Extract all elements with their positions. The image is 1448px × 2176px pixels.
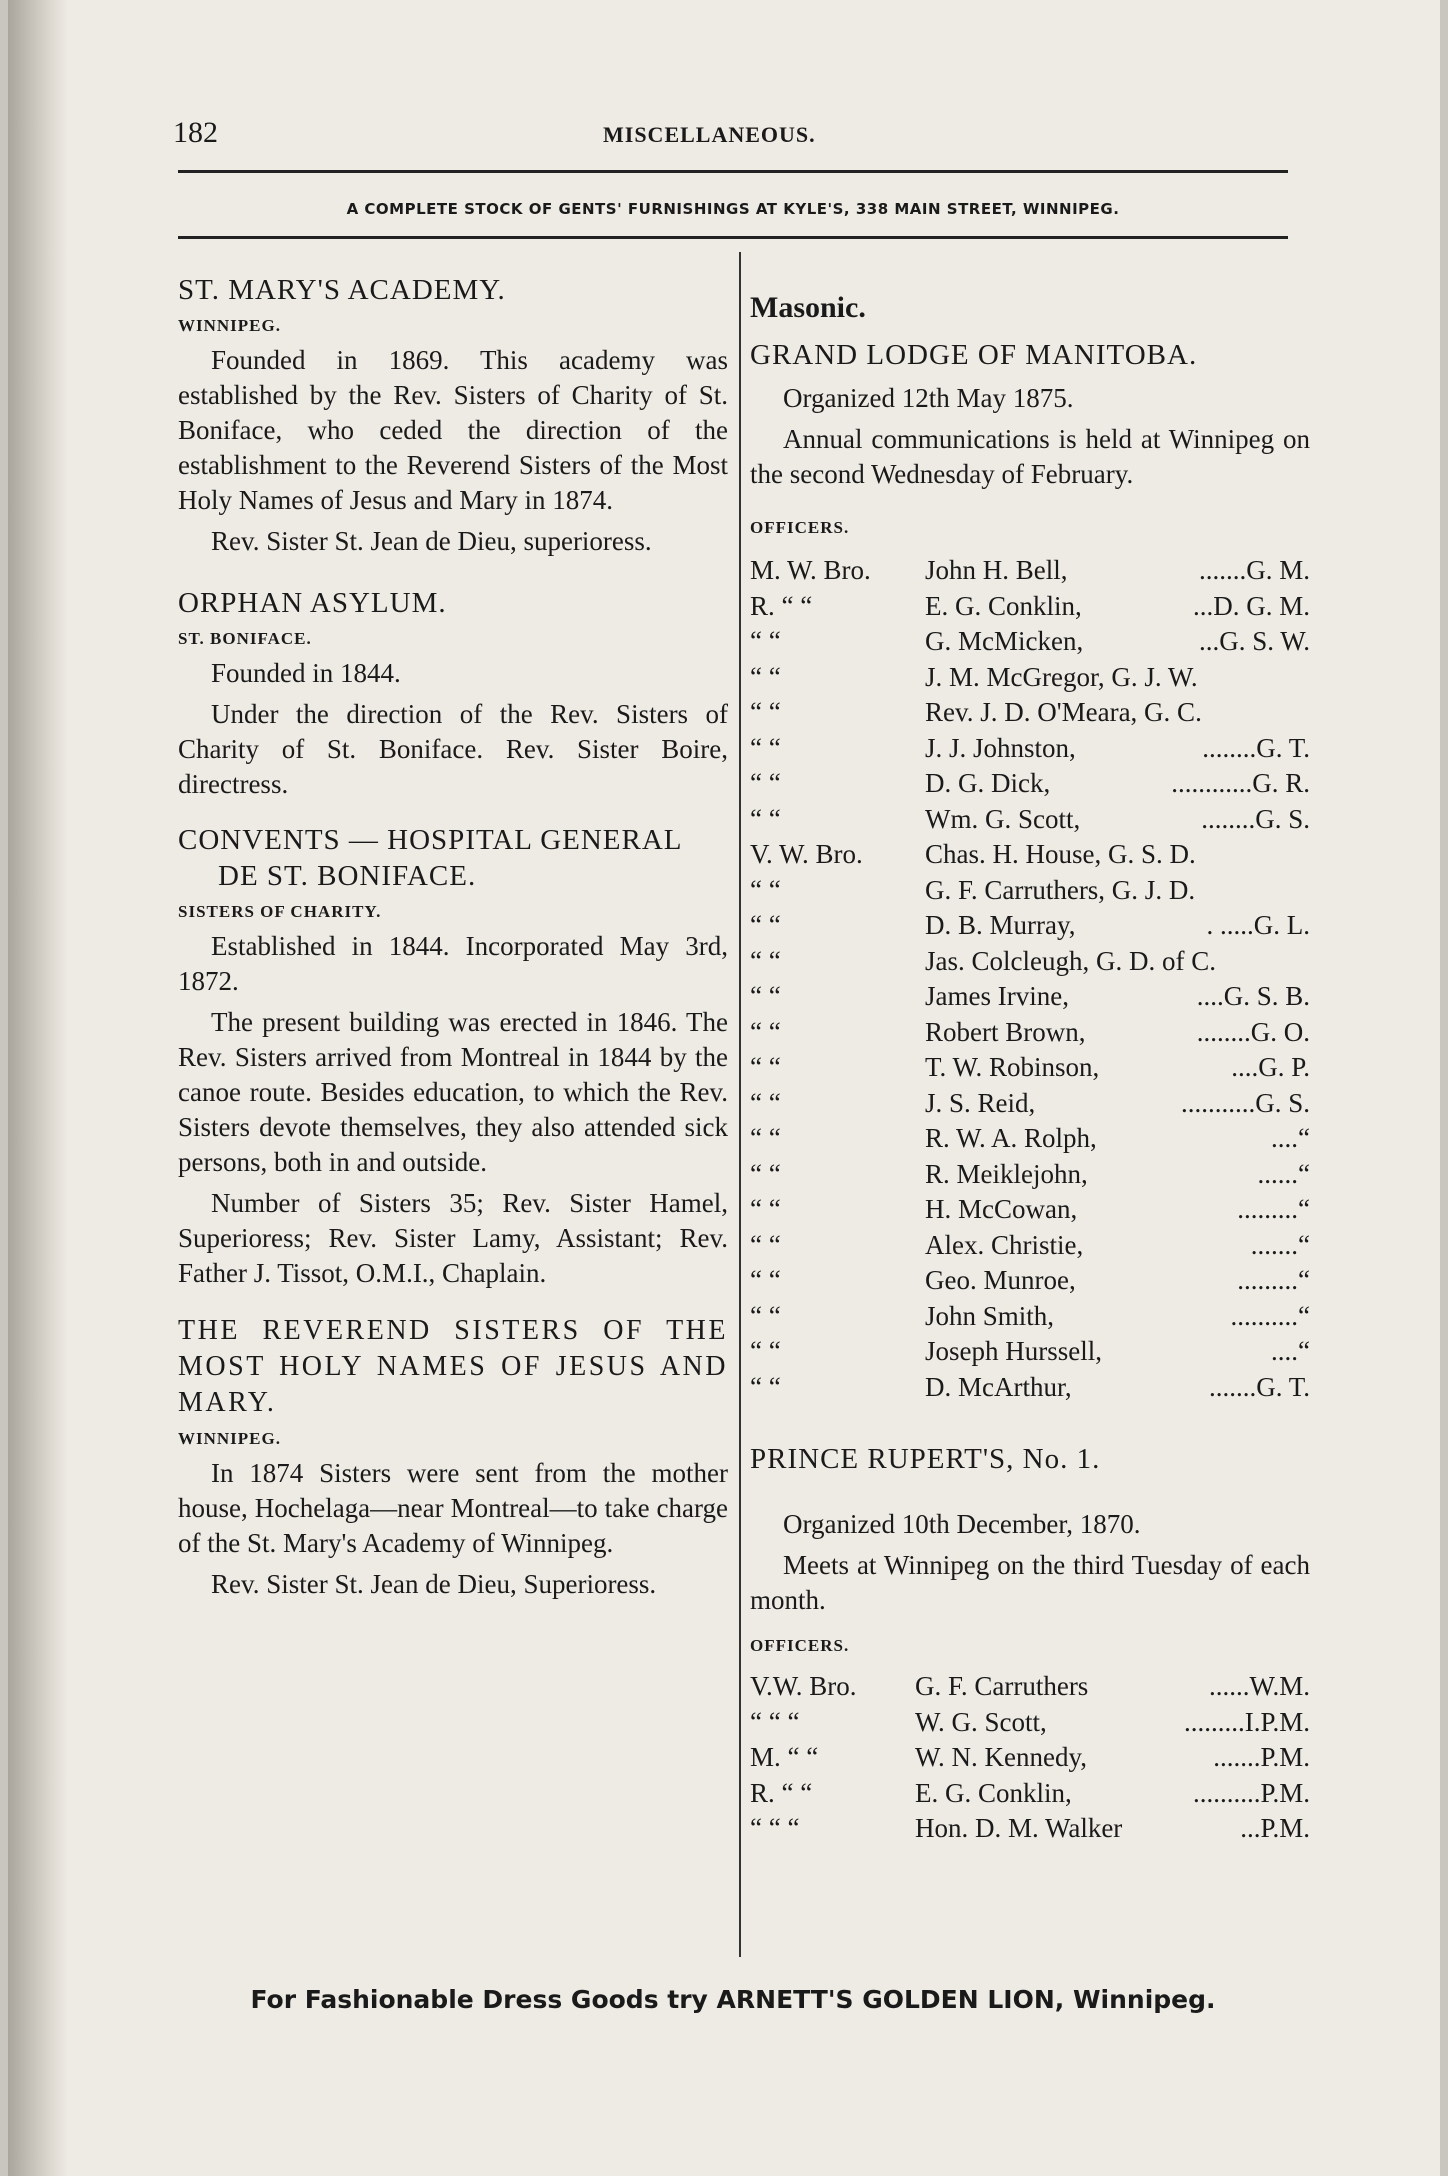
officer-title: “ “ xyxy=(750,1087,781,1118)
officer-name: Chas. H. House, G. S. D. xyxy=(925,839,1196,869)
officer-leader: . ..... xyxy=(1206,910,1254,940)
officer-name: John Smith, xyxy=(925,1300,1055,1331)
officer-name: E. G. Conklin, xyxy=(915,1777,1072,1808)
header-rule xyxy=(178,170,1288,173)
officer-name: Wm. G. Scott, xyxy=(925,803,1081,834)
officer-role: G. R. xyxy=(1252,768,1310,798)
officer-name: Jas. Colcleugh, G. D. of C. xyxy=(925,945,1216,976)
officer-title: “ “ xyxy=(750,1265,781,1295)
officer-name: John H. Bell, xyxy=(925,555,1068,585)
convents-place: SISTERS OF CHARITY. xyxy=(178,902,382,921)
officer-role: G. M. xyxy=(1246,555,1310,585)
officer-title: “ “ xyxy=(750,803,781,834)
officer-row xyxy=(750,1705,1310,1741)
officer-title: R. “ “ xyxy=(750,1777,813,1808)
officer-role: G. L. xyxy=(1253,910,1310,940)
officer-title: V.W. Bro. xyxy=(750,1671,857,1701)
officer-name: D. G. Dick, xyxy=(925,768,1051,798)
officer-row xyxy=(750,802,1310,838)
officer-row xyxy=(750,660,1310,696)
officer-row xyxy=(750,1776,1310,1812)
officer-name: Rev. J. D. O'Meara, G. C. xyxy=(925,697,1202,727)
convents-title: CONVENTS — HOSPITAL GENERAL DE ST. BONIFACE. xyxy=(178,824,682,892)
prince-ruperts-meets: Meets at Winnipeg on the third Tuesday of each month. xyxy=(750,1550,1310,1615)
officer-title: V. W. Bro. xyxy=(750,839,863,869)
section-title: MISCELLANEOUS. xyxy=(603,122,816,147)
officer-leader: .......... xyxy=(1192,1777,1261,1808)
officer-row xyxy=(750,1015,1310,1051)
officer-role: D. G. M. xyxy=(1213,590,1310,621)
officer-role: “ xyxy=(1298,1194,1310,1224)
officer-title: M. “ “ xyxy=(750,1742,819,1772)
reverend-superioress: Rev. Sister St. Jean de Dieu, Superioress. xyxy=(211,1569,657,1599)
running-header xyxy=(163,116,1288,156)
officer-name: D. B. Murray, xyxy=(925,910,1076,940)
officer-role: P.M. xyxy=(1260,1742,1310,1772)
officer-title: M. W. Bro. xyxy=(750,555,871,585)
officer-row xyxy=(750,1121,1310,1157)
officer-title: “ “ “ xyxy=(750,1813,800,1843)
orphan-place: ST. BONIFACE. xyxy=(178,629,312,648)
officer-role: G. S. B. xyxy=(1223,981,1310,1011)
officer-row xyxy=(750,695,1310,731)
officer-leader: .... xyxy=(1231,1052,1259,1082)
orphan-title: ORPHAN ASYLUM. xyxy=(178,587,447,619)
officer-role: G. S. xyxy=(1255,1087,1310,1118)
convents-building: The present building was erected in 1846. The Rev. Sisters arrived from Montreal in 1844 by the canoe route. Besides education, to which the Rev. Sisters devote themselves, they also attended sick persons, both in and outside. xyxy=(178,1007,728,1177)
officer-title: “ “ xyxy=(750,945,781,976)
officer-role: W.M. xyxy=(1249,1671,1310,1701)
officer-row xyxy=(750,1299,1310,1335)
orphan-founded: Founded in 1844. xyxy=(211,658,401,688)
officer-name: R. W. A. Rolph, xyxy=(925,1123,1097,1153)
officer-leader: .... xyxy=(1196,981,1224,1011)
officer-row xyxy=(750,1157,1310,1193)
officer-role: “ xyxy=(1298,1229,1310,1260)
officer-leader: ......... xyxy=(1237,1194,1299,1224)
officer-title: “ “ xyxy=(750,1016,781,1047)
officer-leader: ....... xyxy=(1209,1371,1257,1402)
officer-role: “ xyxy=(1298,1158,1310,1189)
officer-row xyxy=(750,731,1310,767)
officer-name: J. M. McGregor, G. J. W. xyxy=(925,661,1198,692)
officer-name: Alex. Christie, xyxy=(925,1229,1084,1260)
officer-leader: ........ xyxy=(1196,1016,1251,1047)
grand-lodge-officers-list xyxy=(750,553,1310,1405)
officer-name: W. G. Scott, xyxy=(915,1706,1047,1737)
reverend-title: THE REVEREND SISTERS OF THE MOST HOLY NAMES OF JESUS AND MARY. xyxy=(178,1315,728,1418)
page xyxy=(8,0,1440,2176)
officer-title: “ “ xyxy=(750,1300,781,1331)
officer-name: Robert Brown, xyxy=(925,1016,1086,1047)
officer-leader: ....... xyxy=(1198,555,1247,585)
officer-name: J. S. Reid, xyxy=(925,1087,1036,1118)
grand-lodge-organized: Organized 12th May 1875. xyxy=(783,383,1074,413)
officer-title: “ “ xyxy=(750,1194,781,1224)
officer-name: G. F. Carruthers xyxy=(915,1671,1089,1701)
officer-role: “ xyxy=(1298,1300,1310,1331)
convents-established: Established in 1844. Incorporated May 3rd, 1872. xyxy=(178,931,728,996)
officer-leader: .... xyxy=(1271,1336,1299,1366)
officer-name: T. W. Robinson, xyxy=(925,1052,1100,1082)
convents-sisters: Number of Sisters 35; Rev. Sister Hamel, Superioress; Rev. Sister Lamy, Assistant; Rev. Father J. Tissot, O.M.I., Chaplain. xyxy=(178,1188,728,1288)
officer-leader: ............ xyxy=(1171,768,1253,798)
officer-role: G. S. W. xyxy=(1219,626,1310,656)
officer-row xyxy=(750,908,1310,944)
officer-title: “ “ “ xyxy=(750,1706,800,1737)
page-edge-shadow xyxy=(8,0,68,2176)
officer-role: G. T. xyxy=(1256,1371,1310,1402)
officer-name: W. N. Kennedy, xyxy=(915,1742,1087,1772)
right-column xyxy=(750,290,1310,1847)
reverend-paragraph: In 1874 Sisters were sent from the mother house, Hochelaga—near Montreal—to take charge of the St. Mary's Academy of Winnipeg. xyxy=(178,1458,728,1558)
orphan-direction: Under the direction of the Rev. Sisters of Charity of St. Boniface. Rev. Sister Boire, directress. xyxy=(178,699,728,799)
officer-row xyxy=(750,979,1310,1015)
officer-leader: ......... xyxy=(1183,1706,1245,1737)
officer-title: “ “ xyxy=(750,1336,781,1366)
officer-title: “ “ xyxy=(750,1371,781,1402)
officer-name: D. McArthur, xyxy=(925,1371,1072,1402)
reverend-place: WINNIPEG. xyxy=(178,1429,281,1448)
officer-leader: ........... xyxy=(1180,1087,1256,1118)
officer-name: J. J. Johnston, xyxy=(925,732,1076,763)
column-divider xyxy=(739,252,741,1957)
officer-role: G. S. xyxy=(1255,803,1310,834)
officer-role: “ xyxy=(1298,1123,1310,1153)
masonic-heading: Masonic. xyxy=(750,291,866,324)
officer-title: “ “ xyxy=(750,1052,781,1082)
officer-row xyxy=(750,1263,1310,1299)
officer-title: “ “ xyxy=(750,1229,781,1260)
officer-name: Hon. D. M. Walker xyxy=(915,1813,1123,1843)
officer-row xyxy=(750,944,1310,980)
page-number: 182 xyxy=(173,116,218,149)
prince-ruperts-organized: Organized 10th December, 1870. xyxy=(783,1509,1141,1539)
officer-role: P.M. xyxy=(1260,1777,1310,1808)
officer-title: “ “ xyxy=(750,1123,781,1153)
footer-advertisement: For Fashionable Dress Goods try ARNETT'S GOLDEN LION, Winnipeg. xyxy=(250,1985,1216,2014)
prince-ruperts-officers-list xyxy=(750,1669,1310,1847)
officer-name: G. F. Carruthers, G. J. D. xyxy=(925,874,1196,905)
officer-leader: ......... xyxy=(1237,1265,1299,1295)
officer-title: “ “ xyxy=(750,732,781,763)
officer-leader: ....... xyxy=(1213,1742,1261,1772)
officer-role: G. P. xyxy=(1258,1052,1310,1082)
officer-leader: .......... xyxy=(1230,1300,1299,1331)
officer-title: “ “ xyxy=(750,661,781,692)
officer-name: R. Meiklejohn, xyxy=(925,1158,1088,1189)
grand-lodge-annual: Annual communications is held at Winnipeg on the second Wednesday of February. xyxy=(750,424,1310,489)
officer-title: “ “ xyxy=(750,910,781,940)
officer-leader: ... xyxy=(1240,1813,1261,1843)
officer-role: I.P.M. xyxy=(1244,1706,1310,1737)
left-column xyxy=(178,272,728,1602)
officer-title: “ “ xyxy=(750,697,781,727)
officer-row xyxy=(750,1811,1310,1847)
officer-role: P.M. xyxy=(1260,1813,1310,1843)
officer-row xyxy=(750,837,1310,873)
officer-title: “ “ xyxy=(750,1158,781,1189)
officer-row xyxy=(750,1050,1310,1086)
officer-title: “ “ xyxy=(750,874,781,905)
officer-row xyxy=(750,1192,1310,1228)
officer-row xyxy=(750,589,1310,625)
academy-paragraph: Founded in 1869. This academy was established by the Rev. Sisters of Charity of St. Boniface, who ceded the direction of the establishment to the Reverend Sisters of the Most Holy Names of Jesus and Mary in 1874. xyxy=(178,345,728,515)
officer-role: “ xyxy=(1298,1336,1310,1366)
officer-name: James Irvine, xyxy=(925,981,1069,1011)
officer-name: E. G. Conklin, xyxy=(925,590,1082,621)
officer-row xyxy=(750,1334,1310,1370)
officer-title: “ “ xyxy=(750,768,781,798)
officer-row xyxy=(750,624,1310,660)
officer-name: Geo. Munroe, xyxy=(925,1265,1076,1295)
grand-lodge-officers-label: OFFICERS. xyxy=(750,518,850,537)
grand-lodge-title: GRAND LODGE OF MANITOBA. xyxy=(750,339,1198,371)
officer-leader: ....... xyxy=(1250,1229,1299,1260)
officer-row xyxy=(750,873,1310,909)
officer-name: H. McCowan, xyxy=(925,1194,1078,1224)
academy-title: ST. MARY'S ACADEMY. xyxy=(178,274,506,306)
officer-row xyxy=(750,553,1310,589)
banner-rule xyxy=(178,236,1288,239)
officer-title: “ “ xyxy=(750,626,781,656)
academy-place: WINNIPEG. xyxy=(178,316,281,335)
officer-leader: ...... xyxy=(1257,1158,1299,1189)
officer-name: G. McMicken, xyxy=(925,626,1084,656)
officer-leader: ........ xyxy=(1201,803,1256,834)
officer-leader: ........ xyxy=(1202,732,1257,763)
academy-superioress: Rev. Sister St. Jean de Dieu, superioress. xyxy=(211,526,652,556)
prince-ruperts-officers-label: OFFICERS. xyxy=(750,1636,850,1655)
officer-leader: ...... xyxy=(1208,1671,1250,1701)
officer-leader: ... xyxy=(1192,590,1214,621)
officer-leader: ... xyxy=(1198,626,1220,656)
officer-row xyxy=(750,1370,1310,1406)
prince-ruperts-title: PRINCE RUPERT'S, No. 1. xyxy=(750,1443,1101,1475)
officer-role: G. O. xyxy=(1250,1016,1310,1047)
officer-row xyxy=(750,1669,1310,1705)
officer-name: Joseph Hurssell, xyxy=(925,1336,1102,1366)
officer-role: “ xyxy=(1298,1265,1310,1295)
officer-row xyxy=(750,766,1310,802)
advertisement-banner: A COMPLETE STOCK OF GENTS' FURNISHINGS AT KYLE'S, 338 MAIN STREET, WINNIPEG. xyxy=(346,200,1120,218)
officer-row xyxy=(750,1740,1310,1776)
officer-row xyxy=(750,1086,1310,1122)
officer-leader: .... xyxy=(1271,1123,1299,1153)
officer-role: G. T. xyxy=(1256,732,1310,763)
officer-title: R. “ “ xyxy=(750,590,813,621)
officer-row xyxy=(750,1228,1310,1264)
officer-title: “ “ xyxy=(750,981,781,1011)
